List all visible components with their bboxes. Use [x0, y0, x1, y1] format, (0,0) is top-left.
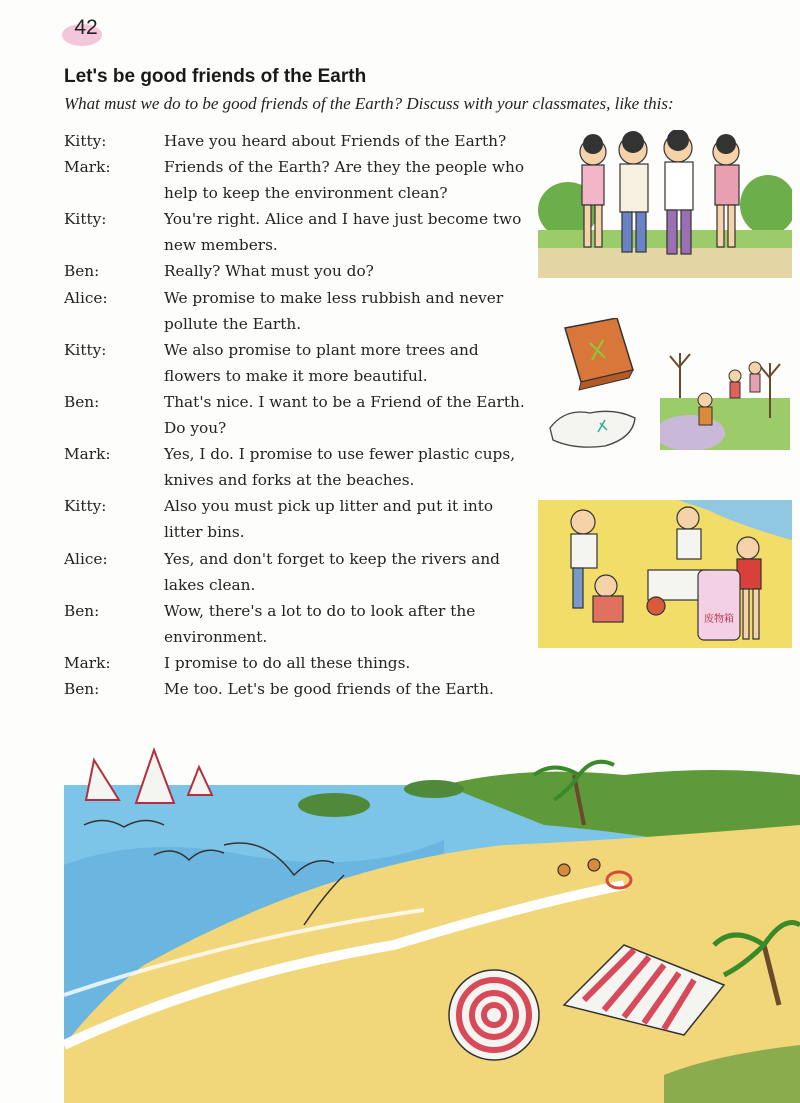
dialogue-line: That's nice. I want to be a Friend of the Earth. Do you?: [164, 392, 525, 438]
speaker-name: Kitty:: [64, 210, 107, 229]
dialogue-turn: [64, 128, 534, 154]
dialogue-turn: [64, 206, 534, 258]
dialogue-line: We promise to make less rubbish and never pollute the Earth.: [164, 288, 504, 333]
dialogue-turn: [64, 650, 534, 676]
dialogue-turn: [64, 676, 534, 702]
beach-umbrella-icon: [449, 970, 539, 1060]
plastic-bag-icon: [550, 411, 635, 447]
dialogue-line: You're right. Alice and I have just become two new members.: [164, 210, 522, 255]
speaker-name: Alice:: [64, 288, 108, 307]
dialogue-line: Yes, I do. I promise to use fewer plastic cups, knives and forks at the beaches.: [164, 445, 516, 490]
speaker-name: Mark:: [64, 445, 111, 464]
dialogue: [64, 128, 534, 702]
dialogue-turn: [64, 598, 534, 650]
dialogue-line: Me too. Let's be good friends of the Earth.: [164, 679, 494, 698]
planting-trees-illustration: [660, 338, 790, 450]
dialogue-line: Have you heard about Friends of the Earth?: [164, 132, 507, 150]
bin-label: 废物箱: [704, 614, 734, 625]
speaker-name: Ben:: [64, 679, 100, 698]
dialogue-line: Really? What must you do?: [164, 262, 374, 281]
dialogue-line: We also promise to plant more trees and flowers to make it more beautiful.: [164, 340, 479, 385]
dialogue-line: Friends of the Earth? Are they the people who help to keep the environment clean?: [164, 158, 525, 203]
dialogue-line: Yes, and don't forget to keep the rivers and lakes clean.: [164, 549, 500, 594]
dialogue-line: Wow, there's a lot to do to look after the environment.: [164, 601, 476, 646]
lesson-title: Let's be good friends of the Earth: [64, 66, 367, 87]
instruction-text: What must we do to be good friends of the Earth? Discuss with your classmates, like this:: [64, 94, 674, 113]
dialogue-turn: [64, 337, 534, 389]
snack-box-icon: [565, 318, 633, 390]
dialogue-turn: [64, 493, 534, 545]
speaker-name: Mark:: [64, 158, 111, 177]
speaker-name: Ben:: [64, 601, 100, 620]
beach-scene-illustration: [64, 745, 800, 1103]
dialogue-line: Also you must pick up litter and put it into litter bins.: [164, 497, 494, 542]
children-park-illustration: [538, 130, 792, 278]
dialogue-turn: [64, 389, 534, 441]
litter-illustration: [545, 318, 645, 458]
page-number: 42: [66, 14, 106, 42]
speaker-name: Mark:: [64, 653, 111, 672]
speaker-name: Kitty:: [64, 132, 107, 150]
speaker-name: Kitty:: [64, 340, 107, 359]
dialogue-turn: [64, 154, 534, 206]
dialogue-turn: [64, 258, 534, 284]
speaker-name: Alice:: [64, 549, 108, 568]
dialogue-turn: [64, 441, 534, 493]
dialogue-turn: [64, 546, 534, 598]
dialogue-line: I promise to do all these things.: [164, 653, 411, 672]
speaker-name: Ben:: [64, 392, 100, 411]
speaker-name: Kitty:: [64, 497, 107, 516]
beach-cleanup-illustration: [538, 500, 792, 648]
dialogue-turn: [64, 285, 534, 337]
speaker-name: Ben:: [64, 262, 100, 281]
